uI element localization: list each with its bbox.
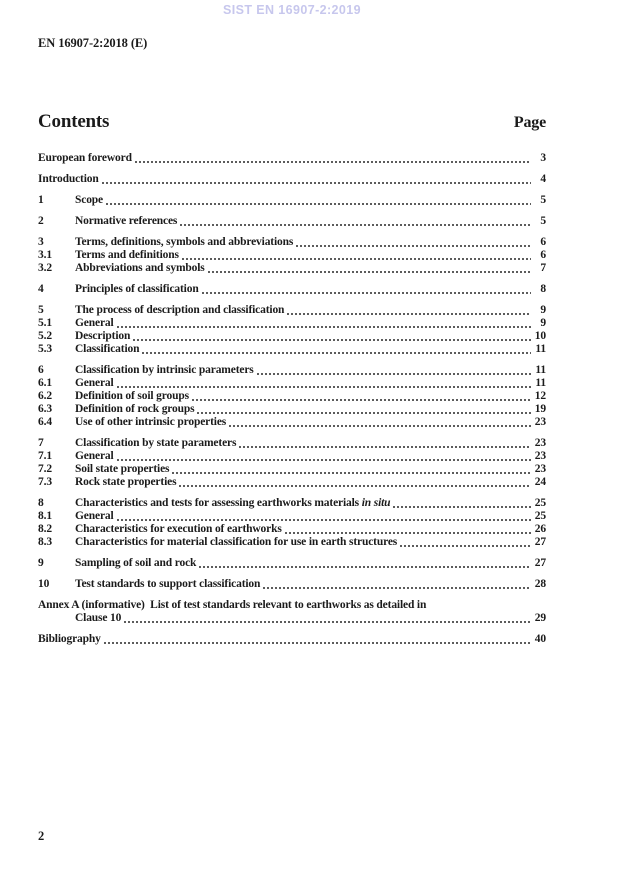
doc-reference: EN 16907-2:2018 (E): [38, 36, 148, 50]
toc-page-number: 23: [534, 450, 546, 462]
toc-group: [38, 283, 546, 296]
toc-group: [38, 194, 546, 207]
dot-leader: [117, 519, 531, 521]
toc-entry: [38, 403, 546, 416]
toc-entry-number: 8: [38, 497, 44, 509]
toc-entry-label: Rock state properties: [75, 476, 177, 488]
toc-entry-label: Definition of soil groups: [75, 390, 189, 402]
toc-entry-label: Normative references: [75, 215, 178, 227]
dot-leader: [182, 258, 531, 260]
dot-leader: [257, 373, 531, 375]
toc-entry: [38, 364, 546, 377]
contents-title: Contents: [38, 111, 110, 132]
toc-entry: [38, 343, 546, 356]
toc-entry-label: Characteristics and tests for assessing earthworks materials: [75, 497, 362, 509]
toc-page-number: 23: [534, 416, 546, 428]
toc-group: [38, 497, 546, 549]
toc-entry-label: General: [75, 450, 114, 462]
toc-entry: [38, 416, 546, 429]
toc-entry-label: Terms and definitions: [75, 249, 179, 261]
dot-leader: [285, 532, 531, 534]
toc-entry: [38, 497, 546, 510]
toc-entry: [38, 377, 546, 390]
toc-group: [38, 304, 546, 356]
toc-entry-label: General: [75, 510, 114, 522]
toc-group: [38, 557, 546, 570]
toc-page-number: 10: [534, 330, 546, 342]
dot-leader: [172, 472, 531, 474]
dot-leader: [239, 446, 531, 448]
toc-entry-label: Introduction: [38, 173, 99, 185]
toc-page-number: 29: [534, 612, 546, 624]
dot-leader: [393, 506, 531, 508]
toc-group: [38, 364, 546, 429]
toc-entry-number: 4: [38, 283, 44, 295]
toc-entry-number: 2: [38, 215, 44, 227]
toc-entry-number: 5: [38, 304, 44, 316]
toc-page-number: 27: [534, 557, 546, 569]
toc-page-number: 7: [540, 262, 546, 274]
toc-entry: [38, 523, 546, 536]
toc-entry-number: 5.2: [38, 330, 52, 342]
toc-page-number: 4: [540, 173, 546, 185]
toc-page-number: 27: [534, 536, 546, 548]
toc-entry-label: Abbreviations and symbols: [75, 262, 205, 274]
dot-leader: [142, 352, 531, 354]
dot-leader: [229, 425, 531, 427]
toc-entry: [38, 194, 546, 207]
toc-entry: [38, 152, 546, 165]
toc-entry-label: Use of other intrinsic properties: [75, 416, 227, 428]
dot-leader: [106, 203, 531, 205]
toc-entry-label: Sampling of soil and rock: [75, 557, 197, 569]
toc-entry-number: 3.2: [38, 262, 52, 274]
toc-entry-label: Characteristics for execution of earthworks: [75, 523, 282, 535]
dot-leader: [180, 224, 531, 226]
toc-entry-number: 7.3: [38, 476, 52, 488]
dot-leader: [135, 161, 531, 163]
toc-entry-number: 8.1: [38, 510, 52, 522]
toc-group: [38, 437, 546, 489]
toc-entry-label: General: [75, 317, 114, 329]
toc-entry: [38, 304, 546, 317]
toc-entry-number: 7.2: [38, 463, 52, 475]
toc-entry-label: Soil state properties: [75, 463, 170, 475]
toc-entry: [38, 612, 546, 625]
toc-group: [38, 173, 546, 186]
toc-entry-label: Clause 10: [75, 612, 122, 624]
toc-group: [38, 599, 546, 625]
dot-leader: [197, 412, 531, 414]
dot-leader: [192, 399, 531, 401]
toc-entry-number: 3.1: [38, 249, 52, 261]
toc-entry-label: Characteristics for material classification for use in earth structures: [75, 536, 398, 548]
toc-entry-number: 7.1: [38, 450, 52, 462]
toc-page-number: 6: [540, 249, 546, 261]
dot-leader: [400, 545, 531, 547]
dot-leader: [296, 245, 531, 247]
toc-entry-label: European foreword: [38, 152, 132, 164]
toc-page-number: 26: [534, 523, 546, 535]
dot-leader: [117, 326, 531, 328]
toc-page-number: 25: [534, 497, 546, 509]
toc-entry: [38, 390, 546, 403]
toc-entry-annex-title: Annex A (informative) List of test standards relevant to earthworks as detailed in: [38, 599, 427, 611]
toc-entry: [38, 578, 546, 591]
toc-entry: [38, 633, 546, 646]
toc-page-number: 23: [534, 463, 546, 475]
toc-entry: [38, 510, 546, 523]
toc-page-number: 9: [540, 317, 546, 329]
toc-page-number: 5: [540, 215, 546, 227]
page-number: 2: [38, 829, 45, 843]
toc-entry-label: The process of description and classification: [75, 304, 285, 316]
dot-leader: [202, 292, 531, 294]
toc-entry-label: General: [75, 377, 114, 389]
toc-page-number: 5: [540, 194, 546, 206]
toc-entry: [38, 249, 546, 262]
dot-leader: [102, 182, 531, 184]
toc-group: [38, 236, 546, 275]
toc-entry-number: 10: [38, 578, 50, 590]
toc-entry-number: 5.3: [38, 343, 52, 355]
toc-entry: [38, 317, 546, 330]
toc-page-number: 23: [534, 437, 546, 449]
toc-entry-number: 6.4: [38, 416, 52, 428]
toc-entry-label: Test standards to support classification: [75, 578, 261, 590]
toc-entry-label: Classification by state parameters: [75, 437, 237, 449]
toc-page-number: 6: [540, 236, 546, 248]
toc-group: [38, 578, 546, 591]
dot-leader: [263, 587, 531, 589]
toc-entry-label: Bibliography: [38, 633, 101, 645]
toc-entry: [38, 450, 546, 463]
toc-entry-label: Principles of classification: [75, 283, 199, 295]
toc-page-number: 12: [534, 390, 546, 402]
toc-entry: [38, 215, 546, 228]
dot-leader: [104, 642, 531, 644]
toc-page-number: 3: [540, 152, 546, 164]
toc-entry-number: 9: [38, 557, 44, 569]
toc-entry-number: 8.3: [38, 536, 52, 548]
toc-entry-label: Classification: [75, 343, 140, 355]
toc-entry-label: Description: [75, 330, 131, 342]
watermark-text: SIST EN 16907-2:2019: [223, 3, 361, 17]
toc-entry-number: 7: [38, 437, 44, 449]
toc-page-number: 25: [534, 510, 546, 522]
toc-entry-number: 6.3: [38, 403, 52, 415]
toc-page-number: 9: [540, 304, 546, 316]
dot-leader: [208, 271, 531, 273]
toc-group: [38, 633, 546, 646]
toc-entry: [38, 236, 546, 249]
toc-entry-number: 6.2: [38, 390, 52, 402]
dot-leader: [179, 485, 531, 487]
toc-page-number: 11: [535, 377, 546, 389]
toc-entry-number: 6.1: [38, 377, 52, 389]
page-column-label: Page: [513, 114, 546, 131]
toc-page-number: 11: [535, 343, 546, 355]
toc-page-number: 24: [534, 476, 546, 488]
toc-group: [38, 152, 546, 165]
toc-entry-number: 8.2: [38, 523, 52, 535]
toc-entry: [38, 463, 546, 476]
toc-entry-label: Terms, definitions, symbols and abbreviations: [75, 236, 294, 248]
dot-leader: [124, 621, 531, 623]
toc-entry-number: 3: [38, 236, 44, 248]
toc-entry: [38, 173, 546, 186]
table-of-contents: [38, 152, 546, 646]
toc-entry: [38, 536, 546, 549]
toc-page-number: 19: [534, 403, 546, 415]
toc-group: [38, 215, 546, 228]
dot-leader: [199, 566, 531, 568]
toc-entry-number: 5.1: [38, 317, 52, 329]
toc-entry: [38, 557, 546, 570]
toc-page-number: 40: [534, 633, 546, 645]
toc-entry: [38, 330, 546, 343]
toc-entry-number: 1: [38, 194, 44, 206]
dot-leader: [117, 459, 531, 461]
toc-page-number: 8: [540, 283, 546, 295]
toc-entry: [38, 283, 546, 296]
toc-entry-label: Definition of rock groups: [75, 403, 195, 415]
dot-leader: [117, 386, 531, 388]
toc-page-number: 11: [535, 364, 546, 376]
toc-entry: [38, 262, 546, 275]
toc-entry-label-italic: in situ: [361, 497, 391, 509]
toc-entry: [38, 437, 546, 450]
dot-leader: [133, 339, 531, 341]
toc-entry-label: Scope: [75, 194, 104, 206]
contents-header: [38, 111, 546, 133]
toc-entry-number: 6: [38, 364, 44, 376]
toc-entry: [38, 476, 546, 489]
toc-entry-label: Classification by intrinsic parameters: [75, 364, 254, 376]
dot-leader: [287, 313, 531, 315]
toc-page-number: 28: [534, 578, 546, 590]
